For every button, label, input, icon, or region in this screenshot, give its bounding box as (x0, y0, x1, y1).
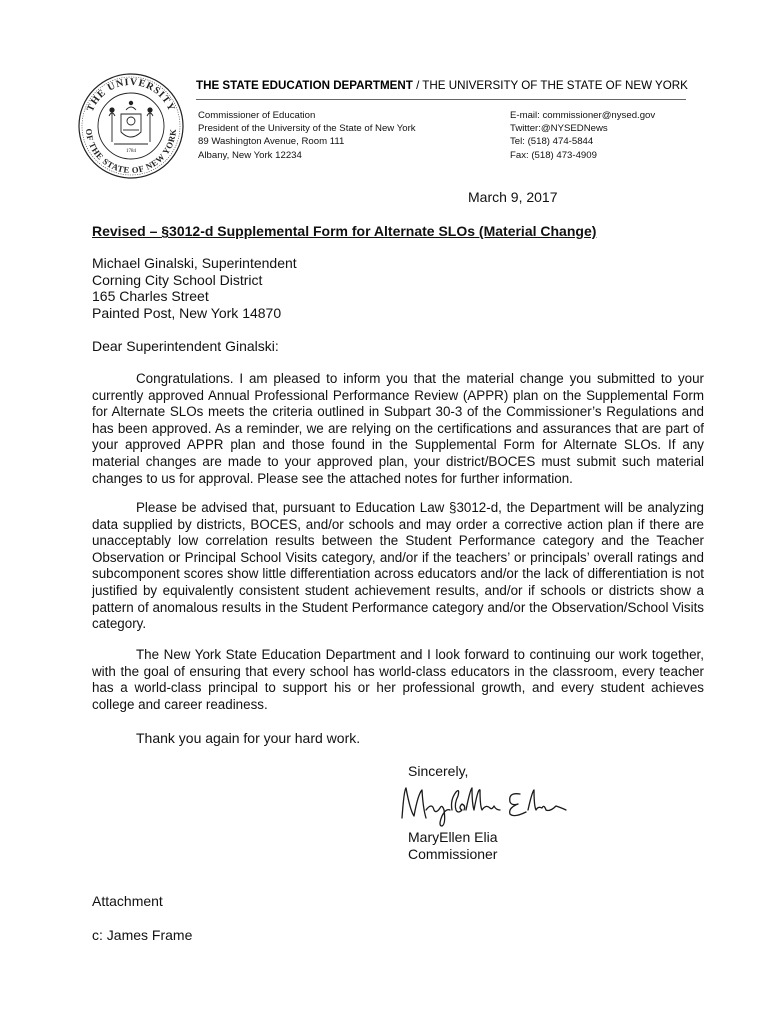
seal-year: 1784 (126, 149, 136, 154)
address-line: Corning City School District (92, 271, 263, 288)
body-paragraph: Please be advised that, pursuant to Education Law §3012-d, the Department will be analyzing data supplied by districts, BOCES, and/or schools and may order a corrective action plan if there are unacceptably low correlation results between the Student Performance category and the Teacher Observation or Principal School Visits category, and/or if the teachers’ or principals’ overall ratings and subcomponent scores show little differentiation across educators and/or the lack of differentiation is not justified by equivalently consistent student achievement results, and/or if schools or districts show a pattern of anomalous results in the Student Performance category and/or the Observation/School Visits category. (92, 500, 704, 632)
signer-title: Commissioner (408, 846, 498, 862)
seal-top-text: THE UNIVERSITY (84, 76, 178, 114)
thanks-line: Thank you again for your hard work. (136, 730, 361, 746)
state-seal-icon (76, 70, 186, 182)
seal-bottom-text: OF THE STATE OF NEW YORK (83, 128, 179, 176)
body-paragraph: The New York State Education Department and I look forward to continuing our work together, with the goal of ensuring that every school has world-class educators in the classroom, every teacher has a world-class principal to support his or her professional growth, and every student achieves college and career readiness. (92, 647, 704, 712)
department-header (196, 79, 688, 92)
contact-twitter: Twitter:@NYSEDNews (510, 123, 608, 135)
closing: Sincerely, (408, 763, 469, 779)
office-line: Commissioner of Education (198, 110, 316, 121)
letter-date: March 9, 2017 (468, 189, 558, 205)
contact-block (510, 109, 655, 162)
header-rule (196, 99, 686, 101)
office-address-block (198, 109, 416, 162)
address-line: Painted Post, New York 14870 (92, 304, 282, 321)
signer-name: MaryEllen Elia (408, 829, 498, 845)
university-name: / THE UNIVERSITY OF THE STATE OF NEW YORK (412, 79, 688, 92)
letter-subject: Revised – §3012-d Supplemental Form for Alternate SLOs (Material Change) (92, 223, 597, 239)
address-line: 165 Charles Street (92, 288, 209, 305)
office-line: Albany, New York 12234 (198, 149, 302, 161)
department-name: THE STATE EDUCATION DEPARTMENT (196, 79, 413, 92)
office-line: President of the University of the State of New York (198, 123, 416, 135)
body-paragraph: Congratulations. I am pleased to inform you that the material change you submitted to your currently approved Annual Professional Performance Review (APPR) plan on the Supplemental Form for Alternate SLOs meets the criteria outlined in Subpart 30-3 of the Commissioner’s Regulations and has been approved. As a reminder, we are relying on the certifications and assurances that are part of your approved APPR plan and those found in the Supplemental Form for Alternate SLOs. If any material changes are made to your approved plan, your district/BOCES must submit such material changes to us for approval. Please see the attached notes for further information. (92, 371, 704, 486)
svg-text:THE UNIVERSITY (85, 77, 177, 114)
contact-fax: Fax: (518) 473-4909 (510, 149, 597, 161)
recipient-address (92, 255, 297, 321)
contact-tel: Tel: (518) 474-5844 (510, 136, 594, 148)
signer-block (408, 829, 497, 863)
signature-icon (396, 780, 572, 830)
contact-email: E-mail: commissioner@nysed.gov (510, 110, 656, 121)
cc-line: c: James Frame (92, 927, 193, 943)
office-line: 89 Washington Avenue, Room 111 (198, 136, 345, 148)
salutation: Dear Superintendent Ginalski: (92, 338, 279, 354)
address-line: Michael Ginalski, Superintendent (92, 255, 297, 271)
attachment-note: Attachment (92, 893, 163, 909)
